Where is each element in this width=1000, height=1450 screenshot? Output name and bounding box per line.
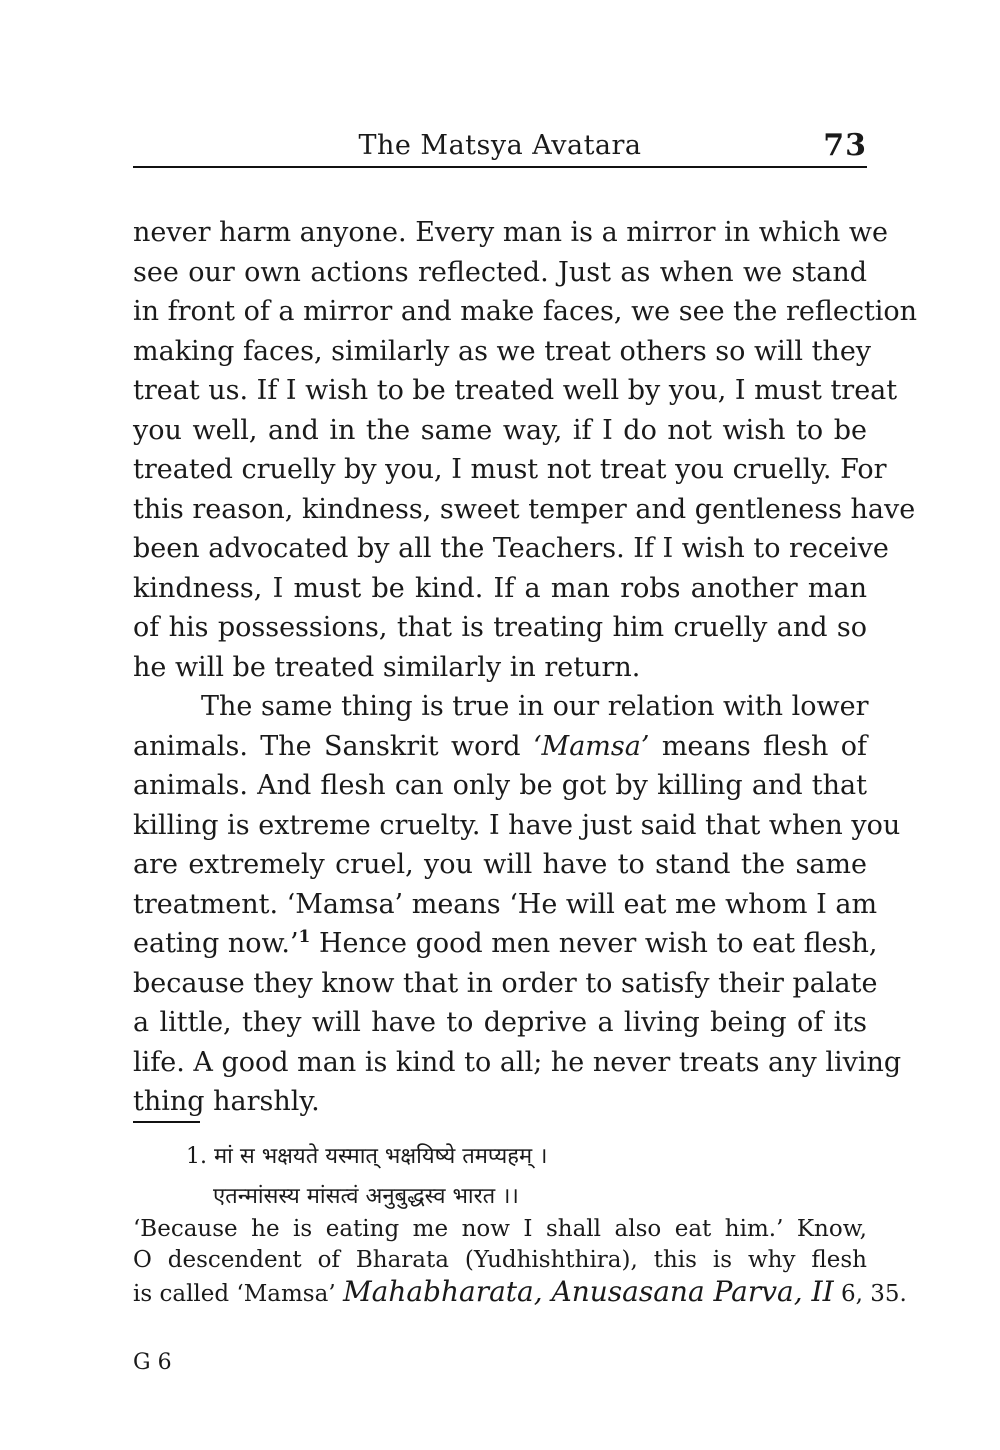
text-line: kindness, I must be kind. If a man robs another man bbox=[133, 572, 867, 604]
text-fragment: means flesh of bbox=[649, 730, 867, 762]
footnote-line: ‘Because he is eating me now I shall also eat him.’ Know, bbox=[133, 1216, 867, 1242]
text-fragment: is called ‘Mamsa’ bbox=[133, 1281, 343, 1307]
text-line: killing is extreme cruelty. I have just said that when you bbox=[133, 809, 901, 841]
text-line: of his possessions, that is treating him cruelly and so bbox=[133, 612, 867, 643]
text-line: he will be treated similarly in return. bbox=[133, 651, 641, 683]
text-line: in front of a mirror and make faces, we see the reflection bbox=[133, 296, 918, 327]
text-fragment: animals. The Sanskrit word bbox=[133, 730, 521, 762]
text-line: life. A good man is kind to all; he never treats any living bbox=[133, 1046, 902, 1078]
text-line: thing harshly. bbox=[133, 1086, 320, 1117]
footnote-line bbox=[133, 1275, 907, 1308]
body-text bbox=[133, 213, 918, 1122]
page-number: 73 bbox=[823, 128, 867, 163]
text-line: treatment. ‘Mamsa’ means ‘He will eat me whom I am bbox=[133, 888, 878, 920]
text-line: this reason, kindness, sweet temper and gentleness have bbox=[133, 493, 916, 525]
text-line: making faces, similarly as we treat others so will they bbox=[133, 335, 872, 367]
text-line bbox=[133, 727, 867, 767]
running-header bbox=[133, 128, 867, 164]
text-fragment: Hence good men never wish to eat flesh, bbox=[310, 928, 878, 959]
footnote-rule bbox=[133, 1121, 200, 1123]
text-line: treat us. If I wish to be treated well by you, I must treat bbox=[133, 375, 898, 406]
text-line: a little, they will have to deprive a living being of its bbox=[133, 1007, 867, 1038]
text-fragment: 6, 35. bbox=[833, 1281, 907, 1307]
text-line: because they know that in order to satisfy their palate bbox=[133, 967, 878, 999]
text-line: never harm anyone. Every man is a mirror in which we bbox=[133, 217, 889, 248]
text-line bbox=[133, 924, 878, 964]
signature-mark: G 6 bbox=[133, 1350, 172, 1375]
footnote-translation bbox=[133, 1214, 907, 1308]
footnote-marker: 1 bbox=[298, 927, 311, 947]
text-fragment: eating now.’ bbox=[133, 928, 299, 959]
source-citation: Mahabharata, Anusasana Parva, II bbox=[342, 1275, 834, 1308]
italic-term: ‘Mamsa’ bbox=[532, 730, 650, 762]
text-line: animals. And flesh can only be got by killing and that bbox=[133, 770, 867, 801]
text-line: are extremely cruel, you will have to stand the same bbox=[133, 849, 867, 880]
text-line: been advocated by all the Teachers. If I wish to receive bbox=[133, 533, 889, 564]
text-line: see our own actions reflected. Just as when we stand bbox=[133, 256, 867, 288]
header-rule bbox=[133, 166, 867, 168]
text-line: you well, and in the same way, if I do not wish to be bbox=[133, 414, 867, 446]
footnote-line: O descendent of Bharata (Yudhishthira), this is why flesh bbox=[133, 1247, 867, 1273]
footnote-sanskrit-line: 1. मां स भक्षयते यस्मात् भक्षयिष्ये तमप्यहम् । bbox=[186, 1144, 548, 1169]
chapter-title: The Matsya Avatara bbox=[358, 130, 642, 161]
footnote-sanskrit-line: एतन्मांसस्य मांसत्वं अनुबुद्धस्व भारत ।। bbox=[213, 1184, 519, 1209]
text-line: treated cruelly by you, I must not treat you cruelly. For bbox=[133, 454, 887, 485]
paragraph-start-line: The same thing is true in our relation with lower bbox=[201, 691, 869, 722]
